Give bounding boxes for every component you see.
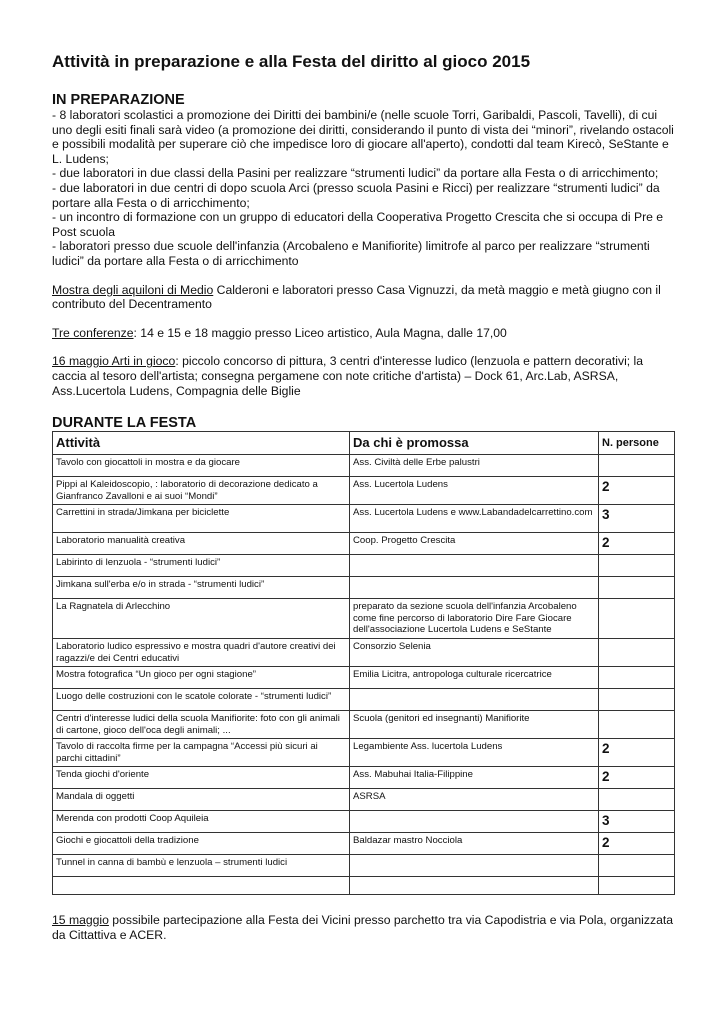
table-row bbox=[53, 639, 675, 667]
people-count-cell bbox=[599, 855, 675, 877]
festa-vicini-date: 15 maggio bbox=[52, 913, 109, 928]
people-count-cell: 3 bbox=[599, 505, 675, 533]
activity-cell: Tenda giochi d'oriente bbox=[53, 767, 350, 789]
mostra-aquiloni-link-text: Mostra degli aquiloni di Medio bbox=[52, 282, 214, 297]
people-count-cell bbox=[599, 789, 675, 811]
people-count-cell bbox=[599, 667, 675, 689]
people-count-cell: 3 bbox=[599, 811, 675, 833]
promoter-cell: Legambiente Ass. lucertola Ludens bbox=[350, 739, 599, 767]
table-row bbox=[53, 555, 675, 577]
prep-line: - un incontro di formazione con un gruppo di educatori della Cooperativa Progetto Crescita che si occupa di Pre e Post scuola bbox=[52, 210, 664, 239]
conferenze-paragraph bbox=[52, 326, 674, 341]
table-row bbox=[53, 811, 675, 833]
people-count-cell bbox=[599, 689, 675, 711]
table-row bbox=[53, 711, 675, 739]
promoter-cell bbox=[350, 855, 599, 877]
conferenze-text: : 14 e 15 e 18 maggio presso Liceo artistico, Aula Magna, dalle 17,00 bbox=[133, 325, 507, 340]
prep-line: - due laboratori in due classi della Pasini per realizzare “strumenti ludici” da portare alla Festa o di arricchimento; bbox=[52, 166, 659, 181]
column-header-attivita: Attività bbox=[53, 432, 350, 455]
table-row bbox=[53, 855, 675, 877]
promoter-cell bbox=[350, 689, 599, 711]
column-header-persone: N. persone bbox=[599, 432, 675, 455]
promoter-cell: Ass. Lucertola Ludens e www.Labandadelcarrettino.com bbox=[350, 505, 599, 533]
activity-cell: Merenda con prodotti Coop Aquileia bbox=[53, 811, 350, 833]
activity-cell: Labirinto di lenzuola - “strumenti ludici” bbox=[53, 555, 350, 577]
people-count-cell bbox=[599, 639, 675, 667]
table-row bbox=[53, 667, 675, 689]
activity-cell: Mostra fotografica “Un gioco per ogni stagione” bbox=[53, 667, 350, 689]
table-row bbox=[53, 739, 675, 767]
people-count-cell bbox=[599, 877, 675, 895]
promoter-cell: Ass. Mabuhai Italia-Filippine bbox=[350, 767, 599, 789]
people-count-cell bbox=[599, 711, 675, 739]
promoter-cell bbox=[350, 811, 599, 833]
mostra-aquiloni-text: Calderoni e laboratori presso Casa Vignuzzi, da metà maggio e metà giugno con il contributo del Decentramento bbox=[52, 282, 661, 312]
promoter-cell: Scuola (genitori ed insegnanti) Manifiorite bbox=[350, 711, 599, 739]
table-row bbox=[53, 833, 675, 855]
mostra-aquiloni-paragraph bbox=[52, 283, 674, 312]
activity-cell: Tunnel in canna di bambù e lenzuola – strumenti ludici bbox=[53, 855, 350, 877]
prep-line: - 8 laboratori scolastici a promozione dei Diritti dei bambini/e (nelle scuole Torri, Garibaldi, Pascoli, Tavelli), di cui uno degli esiti finali sarà video (a promozione dei diritti, considerando il punto di vista dei “minori”, rivelando ostacoli e possibili modalità per superare ciò che impedisce loro di giocare all'aperto), condotti dal team Kirecò, SeStante e L. Ludens; bbox=[52, 108, 674, 166]
people-count-cell: 2 bbox=[599, 739, 675, 767]
people-count-cell bbox=[599, 599, 675, 639]
table-row bbox=[53, 477, 675, 505]
promoter-cell: Ass. Civiltà delle Erbe palustri bbox=[350, 455, 599, 477]
people-count-cell: 2 bbox=[599, 477, 675, 505]
activity-cell: Giochi e giocattoli della tradizione bbox=[53, 833, 350, 855]
people-count-cell: 2 bbox=[599, 833, 675, 855]
table-row bbox=[53, 455, 675, 477]
table-row bbox=[53, 789, 675, 811]
festa-vicini-paragraph bbox=[52, 913, 674, 942]
table-row bbox=[53, 877, 675, 895]
promoter-cell bbox=[350, 577, 599, 599]
promoter-cell: Ass. Lucertola Ludens bbox=[350, 477, 599, 505]
table-row bbox=[53, 767, 675, 789]
table-header-row bbox=[53, 432, 675, 455]
promoter-cell bbox=[350, 877, 599, 895]
promoter-cell: Emilia Licitra, antropologa culturale ricercatrice bbox=[350, 667, 599, 689]
arti-in-gioco-text: : piccolo concorso di pittura, 3 centri d'interesse ludico (lenzuola e pattern decorativi; la caccia al tesoro dell'artista; consegna pergamene con note critiche d'artista) – Dock 61, Arc.Lab, ASRSA, Ass.Lucertola Ludens, Compagnia delle Biglie bbox=[52, 354, 644, 398]
festa-activities-table bbox=[52, 431, 675, 895]
promoter-cell: Coop. Progetto Crescita bbox=[350, 533, 599, 555]
table-row bbox=[53, 577, 675, 599]
activity-cell: Luogo delle costruzioni con le scatole colorate - “strumenti ludici” bbox=[53, 689, 350, 711]
document-title: Attività in preparazione e alla Festa del diritto al gioco 2015 bbox=[52, 52, 531, 71]
section-heading-festa: DURANTE LA FESTA bbox=[52, 415, 197, 432]
activity-cell bbox=[53, 877, 350, 895]
activity-cell: Centri d'interesse ludici della scuola Manifiorite: foto con gli animali di cartone, gioco dell'oca degli animali; ... bbox=[53, 711, 350, 739]
arti-in-gioco-link-text: 16 maggio Arti in gioco bbox=[52, 354, 176, 369]
activity-cell: Carrettini in strada/Jimkana per biciclette bbox=[53, 505, 350, 533]
promoter-cell: Consorzio Selenia bbox=[350, 639, 599, 667]
festa-vicini-text: possibile partecipazione alla Festa dei Vicini presso parchetto tra via Capodistria e via Pola, organizzata da Cittattiva e ACER. bbox=[52, 913, 674, 942]
promoter-cell: Baldazar mastro Nocciola bbox=[350, 833, 599, 855]
activity-cell: Jimkana sull'erba e/o in strada - “strumenti ludici” bbox=[53, 577, 350, 599]
activity-cell: Mandala di oggetti bbox=[53, 789, 350, 811]
table-row bbox=[53, 505, 675, 533]
activity-cell: La Ragnatela di Arlecchino bbox=[53, 599, 350, 639]
prep-line: - laboratori presso due scuole dell'infanzia (Arcobaleno e Manifiorite) limitrofe al parco per realizzare “strumenti ludici” da portare alla Festa o di arricchimento bbox=[52, 239, 650, 268]
document-page bbox=[52, 52, 674, 942]
conferenze-link-text: Tre conferenze bbox=[52, 325, 134, 340]
people-count-cell bbox=[599, 555, 675, 577]
table-row bbox=[53, 533, 675, 555]
people-count-cell: 2 bbox=[599, 767, 675, 789]
section-heading-preparazione: IN PREPARAZIONE bbox=[52, 92, 185, 108]
people-count-cell bbox=[599, 577, 675, 599]
arti-in-gioco-paragraph bbox=[52, 354, 674, 398]
table-row bbox=[53, 599, 675, 639]
people-count-cell bbox=[599, 455, 675, 477]
preparazione-list bbox=[52, 108, 674, 269]
activity-cell: Tavolo con giocattoli in mostra e da giocare bbox=[53, 455, 350, 477]
promoter-cell: preparato da sezione scuola dell'infanzia Arcobaleno come fine percorso di laboratorio Dire Fare Giocare dell'associazione Lucertola Ludens e SeStante bbox=[350, 599, 599, 639]
table-row bbox=[53, 689, 675, 711]
promoter-cell bbox=[350, 555, 599, 577]
activity-cell: Laboratorio manualità creativa bbox=[53, 533, 350, 555]
people-count-cell: 2 bbox=[599, 533, 675, 555]
activity-cell: Laboratorio ludico espressivo e mostra quadri d'autore creativi dei ragazzi/e dei Centri educativi bbox=[53, 639, 350, 667]
activity-cell: Pippi al Kaleidoscopio, : laboratorio di decorazione dedicato a Gianfranco Zavalloni e ai suoi “Mondi” bbox=[53, 477, 350, 505]
promoter-cell: ASRSA bbox=[350, 789, 599, 811]
prep-line: - due laboratori in due centri di dopo scuola Arci (presso scuola Pasini e Ricci) per realizzare “strumenti ludici” da portare alla Festa o di arricchimento; bbox=[52, 180, 660, 210]
activity-cell: Tavolo di raccolta firme per la campagna “Accessi più sicuri ai parchi cittadini” bbox=[53, 739, 350, 767]
column-header-promossa: Da chi è promossa bbox=[350, 432, 599, 455]
